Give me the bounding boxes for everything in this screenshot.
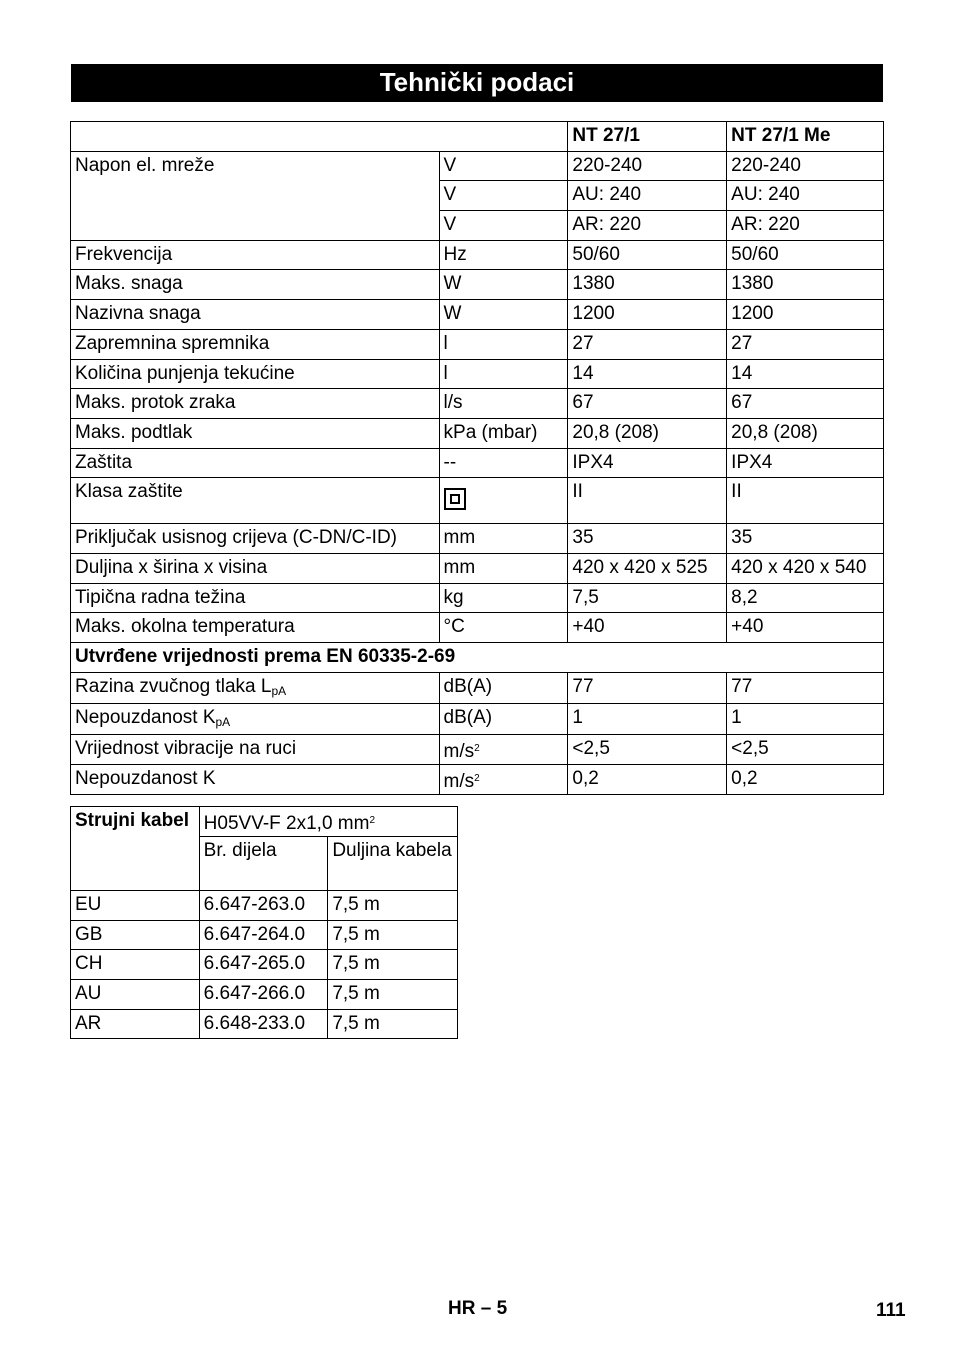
unit-cell: dB(A) [439,703,568,734]
table-row [71,920,458,950]
row-label: Nazivna snaga [71,300,440,330]
value-b: 35 [727,524,884,554]
value-a: AU: 240 [568,181,727,211]
spec-header-row [71,122,884,152]
table-row [71,359,884,389]
cable-table [70,806,458,1039]
unit-text: m/s [443,770,475,792]
row-label: Maks. protok zraka [71,389,440,419]
part-number: 6.647-265.0 [199,950,328,980]
value-b: 0,2 [727,764,884,794]
value-a: 220-240 [568,151,727,181]
unit-cell [439,764,568,794]
value-a: 20,8 (208) [568,418,727,448]
value-b: 27 [727,329,884,359]
table-row [71,448,884,478]
unit-cell [439,734,568,764]
cable-type-text: H05VV-F 2x1,0 mm [203,813,370,834]
col-cable-length: Duljina kabela [328,837,458,891]
footer-language-code: HR – 5 [448,1298,508,1319]
row-label: Zapremnina spremnika [71,329,440,359]
part-number: 6.647-264.0 [199,920,328,950]
col-part-number: Br. dijela [199,837,328,891]
value-b: 20,8 (208) [727,418,884,448]
table-row [71,672,884,703]
row-label: Maks. okolna temperatura [71,613,440,643]
table-row [71,734,884,764]
table-row [71,524,884,554]
unit-cell: l [439,359,568,389]
value-a: 77 [568,672,727,703]
table-row [71,270,884,300]
cable-label: Strujni kabel [71,807,200,891]
cable-length: 7,5 m [328,891,458,921]
label-subscript: pA [215,714,231,729]
table-row [71,1009,458,1039]
header-model-b: NT 27/1 Me [727,122,884,152]
table-row [71,764,884,794]
row-label: Tipična radna težina [71,583,440,613]
value-a: 0,2 [568,764,727,794]
value-b: 1 [727,703,884,734]
table-row [71,329,884,359]
unit-cell: -- [439,448,568,478]
cable-type-superscript: 2 [369,815,376,826]
unit-cell: W [439,270,568,300]
value-a: 1380 [568,270,727,300]
value-a: 67 [568,389,727,419]
country: AR [71,1009,200,1039]
value-a: II [568,478,727,524]
label-subscript: pA [271,683,287,698]
cable-length: 7,5 m [328,950,458,980]
value-a: 1200 [568,300,727,330]
unit-cell: kPa (mbar) [439,418,568,448]
row-label: Priključak usisnog crijeva (C-DN/C-ID) [71,524,440,554]
table-row [71,613,884,643]
value-a: AR: 220 [568,211,727,241]
table-row [71,300,884,330]
table-row [71,478,884,524]
table-row [71,553,884,583]
value-b: AR: 220 [727,211,884,241]
row-label [71,703,440,734]
unit-cell: mm [439,553,568,583]
table-row [71,151,884,181]
unit-cell: W [439,300,568,330]
table-row [71,240,884,270]
page-number: 111 [876,1300,906,1321]
unit-cell: V [439,211,568,241]
country: AU [71,980,200,1010]
unit-cell: kg [439,583,568,613]
unit-cell: Hz [439,240,568,270]
unit-cell: dB(A) [439,672,568,703]
value-a: IPX4 [568,448,727,478]
value-a: 420 x 420 x 525 [568,553,727,583]
row-label: Nepouzdanost K [71,764,440,794]
cable-type [199,807,457,837]
value-a: 50/60 [568,240,727,270]
value-b: 420 x 420 x 540 [727,553,884,583]
value-a: 14 [568,359,727,389]
value-b: <2,5 [727,734,884,764]
value-a: 27 [568,329,727,359]
cable-length: 7,5 m [328,920,458,950]
table-row [71,980,458,1010]
unit-cell: V [439,151,568,181]
value-b: +40 [727,613,884,643]
cable-length: 7,5 m [328,980,458,1010]
value-b: II [727,478,884,524]
label-text: Razina zvučnog tlaka L [75,675,272,697]
label-text: Nepouzdanost K [75,706,216,728]
cable-length: 7,5 m [328,1009,458,1039]
header-empty [71,122,568,152]
row-label: Maks. snaga [71,270,440,300]
table-row [71,418,884,448]
table-row [71,950,458,980]
unit-cell: l [439,329,568,359]
value-b: 8,2 [727,583,884,613]
unit-cell [439,478,568,524]
value-b: 67 [727,389,884,419]
table-row [71,389,884,419]
row-label: Frekvencija [71,240,440,270]
class-ii-double-square-icon [444,488,466,510]
value-b: 50/60 [727,240,884,270]
value-a: 1 [568,703,727,734]
table-row [71,891,458,921]
row-label [71,672,440,703]
part-number: 6.647-266.0 [199,980,328,1010]
unit-cell: °C [439,613,568,643]
row-label: Zaštita [71,448,440,478]
row-label: Maks. podtlak [71,418,440,448]
spec-rows [71,240,884,794]
value-b: 1380 [727,270,884,300]
country: CH [71,950,200,980]
page-title: Tehnički podaci [71,64,883,102]
country: EU [71,891,200,921]
unit-cell: l/s [439,389,568,419]
unit-text: m/s [443,740,475,762]
row-label: Vrijednost vibracije na ruci [71,734,440,764]
section-row [71,643,884,673]
unit-cell: V [439,181,568,211]
header-model-a: NT 27/1 [568,122,727,152]
value-b: 14 [727,359,884,389]
value-a: <2,5 [568,734,727,764]
cable-header-row [71,807,458,837]
unit-superscript: 2 [474,772,480,784]
table-row [71,703,884,734]
row-label: Količina punjenja tekućine [71,359,440,389]
country: GB [71,920,200,950]
unit-superscript: 2 [474,742,480,754]
voltage-label: Napon el. mreže [71,151,440,240]
row-label: Klasa zaštite [71,478,440,524]
row-label: Duljina x širina x visina [71,553,440,583]
table-row [71,583,884,613]
value-b: 1200 [727,300,884,330]
value-a: 35 [568,524,727,554]
part-number: 6.648-233.0 [199,1009,328,1039]
value-a: +40 [568,613,727,643]
value-b: 220-240 [727,151,884,181]
part-number: 6.647-263.0 [199,891,328,921]
value-b: IPX4 [727,448,884,478]
value-b: 77 [727,672,884,703]
spec-table [70,121,884,795]
section-title: Utvrđene vrijednosti prema EN 60335-2-69 [71,643,884,673]
value-a: 7,5 [568,583,727,613]
value-b: AU: 240 [727,181,884,211]
unit-cell: mm [439,524,568,554]
